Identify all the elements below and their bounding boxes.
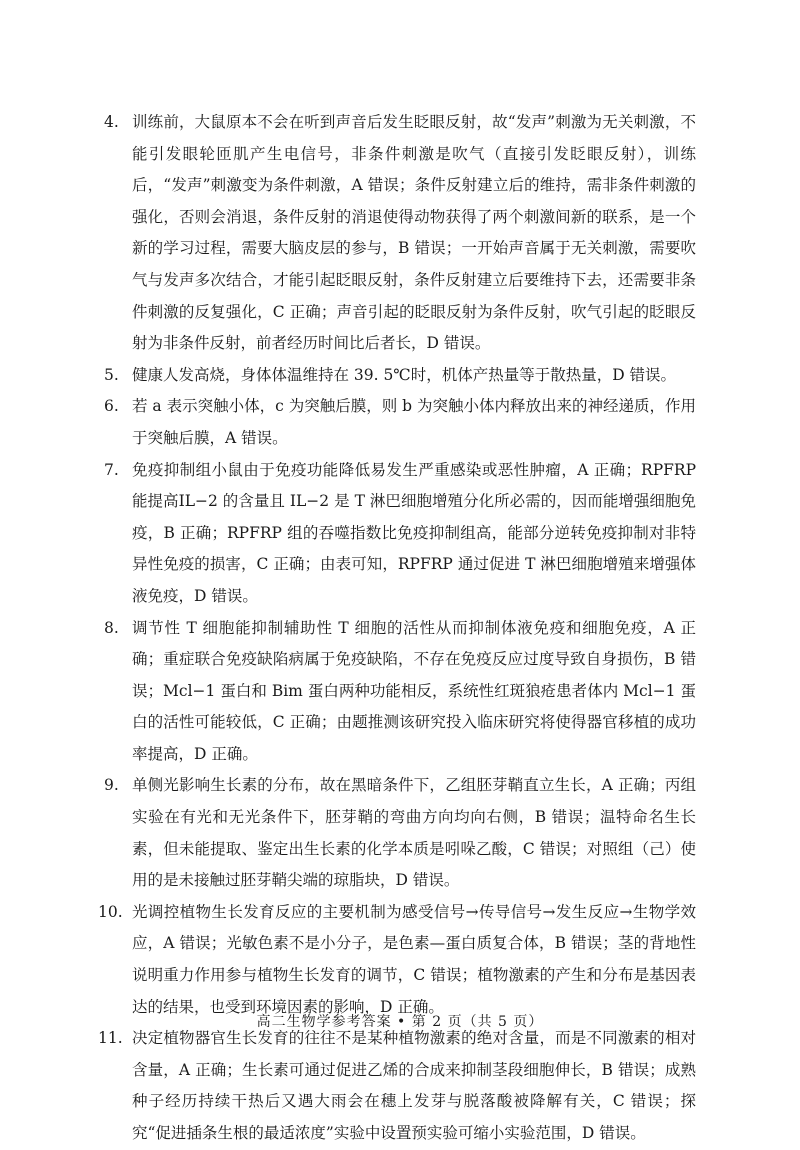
item-number: 11.: [98, 1029, 123, 1048]
answer-item-4: [104, 107, 696, 360]
answer-list: [98, 107, 696, 1150]
item-number: 8.: [104, 618, 119, 637]
item-text: 光调控植物生长发育反应的主要机制为感受信号→传导信号→发生反应→生物学效应，A 错误；光敏色素不是小分子，是色素—蛋白质复合体，B 错误；茎的背地性说明重力作用参与植物生长发育的调节，C 错误；植物激素的产生和分布是基因表达的结果，也受到环境因素的影响，D 正确。: [132, 902, 696, 1016]
answer-item-7: [104, 455, 696, 613]
item-number: 9.: [104, 776, 119, 795]
answer-item-8: [104, 613, 696, 771]
page-footer: 高二生物学参考答案 • 第 2 页（共 5 页）: [256, 1014, 544, 1030]
item-number: 6.: [104, 397, 119, 416]
item-number: 4.: [104, 113, 119, 131]
answer-item-6: [104, 391, 696, 454]
item-text: 健康人发高烧，身体体温维持在 39. 5℃时，机体产热量等于散热量，D 错误。: [132, 365, 677, 384]
item-text: 免疫抑制组小鼠由于免疫功能降低易发生严重感染或恶性肿瘤，A 正确；RPFRP 能提高IL−2 的含量且 IL−2 是 T 淋巴细胞增殖分化所必需的，因而能增强细胞免疫，B 正确；RPFRP 组的吞噬指数比免疫抑制组高，能部分逆转免疫抑制对非特异性免疫的损害，C 正确；由表可知，RPFRP 通过促进 T 淋巴细胞增殖来增强体液免疫，D 错误。: [132, 460, 696, 605]
item-text: 若 a 表示突触小体，c 为突触后膜，则 b 为突触小体内释放出来的神经递质，作用于突触后膜，A 错误。: [132, 397, 696, 447]
item-number: 5.: [104, 365, 119, 384]
item-number: 7.: [104, 460, 119, 479]
answer-item-9: [104, 770, 696, 896]
item-text: 训练前，大鼠原本不会在听到声音后发生眨眼反射，故“发声”刺激为无关刺激，不能引发眼轮匝肌产生电信号，非条件刺激是吹气（直接引发眨眼反射），训练后，“发声”刺激变为条件刺激，A 错误；条件反射建立后的维持，需非条件刺激的强化，否则会消退，条件反射的消退使得动物获得了两个刺激间新的联系，是一个新的学习过程，需要大脑皮层的参与，B 错误；一开始声音属于无关刺激，需要吹气与发声多次结合，才能引起眨眼反射，条件反射建立后要维持下去，还需要非条件刺激的反复强化，C 正确；声音引起的眨眼反射为条件反射，吹气引起的眨眼反射为非条件反射，前者经历时间比后者长，D 错误。: [132, 113, 696, 353]
answer-item-5: [104, 360, 696, 392]
answer-item-10: [98, 897, 696, 1023]
item-text: 决定植物器官生长发育的往往不是某种植物激素的绝对含量，而是不同激素的相对含量，A 正确；生长素可通过促进乙烯的合成来抑制茎段细胞伸长，B 错误；成熟种子经历持续干热后又遇大雨会在穗上发芽与脱落酸被降解有关，C 错误；探究“促进插条生根的最适浓度”实验中设置预实验可缩小实验范围，D 错误。: [132, 1029, 696, 1142]
item-text: 单侧光影响生长素的分布，故在黑暗条件下，乙组胚芽鞘直立生长，A 正确；丙组实验在有光和无光条件下，胚芽鞘的弯曲方向均向右侧，B 错误；温特命名生长素，但未能提取、鉴定出生长素的化学本质是吲哚乙酸，C 错误；对照组（己）使用的是未接触过胚芽鞘尖端的琼脂块，D 错误。: [132, 776, 696, 890]
item-text: 调节性 T 细胞能抑制辅助性 T 细胞的活性从而抑制体液免疫和细胞免疫，A 正确；重症联合免疫缺陷病属于免疫缺陷，不存在免疫反应过度导致自身损伤，B 错误；Mcl−1 蛋白和 Bim 蛋白两种功能相反，系统性红斑狼疮患者体内 Mcl−1 蛋白的活性可能较低，C 正确；由题推测该研究投入临床研究将使得器官移植的成功率提高，D 正确。: [132, 618, 696, 763]
item-number: 10.: [98, 902, 123, 921]
answer-item-11: [98, 1023, 696, 1149]
